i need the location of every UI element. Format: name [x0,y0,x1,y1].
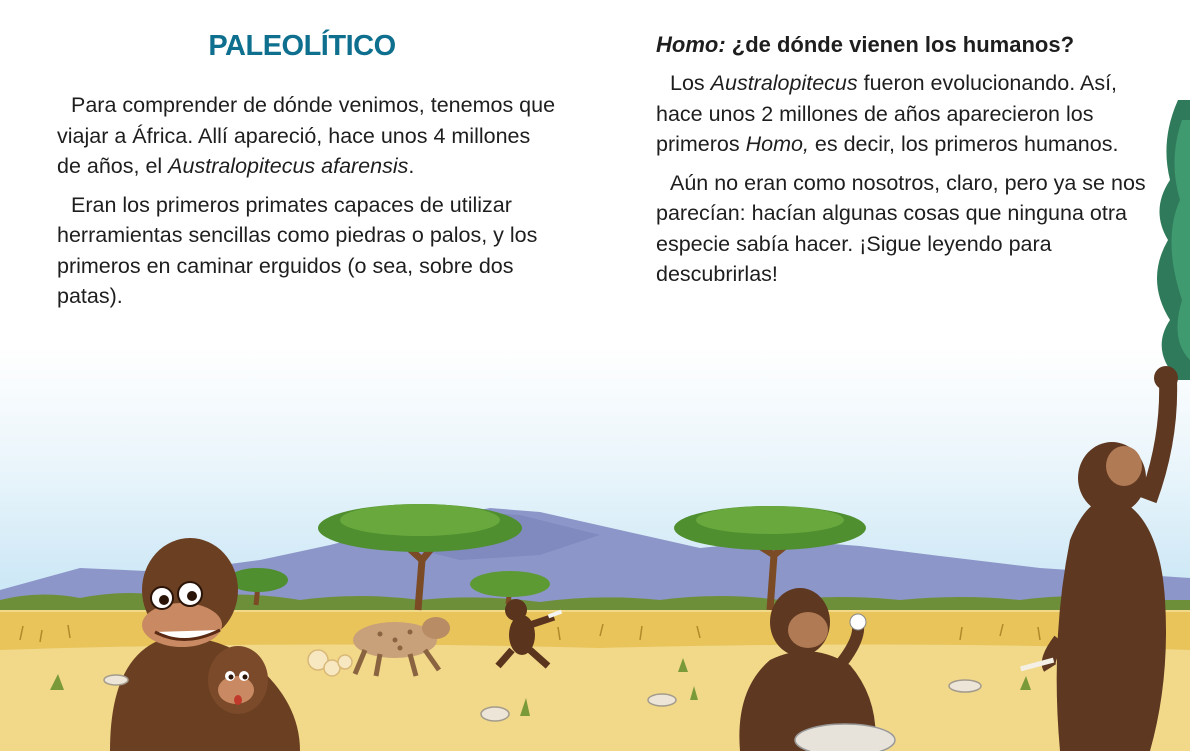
text-run: fueron evolucionando. Así, hace unos 2 millones de años aparecieron los primeros [656,71,1118,156]
page-title: PALEOLÍTICO [208,30,396,62]
text-run: Eran los primeros primates capaces de utilizar herramientas sencillas como piedras o palos, y los primeros en caminar erguidos (o sea, sobre dos patas). [57,192,538,308]
italic-text: Homo: [656,32,726,57]
text-run: Los [670,71,711,95]
tall-tree-right [1157,100,1190,380]
italic-text: Australopitecus afarensis [168,154,409,178]
text-run: Para comprender de dónde venimos, tenemos que viajar a África. Allí apareció, hace unos 4 millones de años, el [57,93,556,178]
left-paragraph-2 [57,190,557,312]
text-run: ¿de dónde vienen los humanos? [725,32,1075,57]
right-paragraph-1 [656,68,1151,160]
right-paragraph-2 [656,168,1151,290]
italic-text: Homo, [745,132,809,156]
left-paragraph-1 [57,90,557,182]
text-run: . [408,154,415,178]
right-text-column [656,30,1151,298]
text-run: Aún no eran como nosotros, claro, pero ya se nos parecían: hacían algunas cosas que ninguna otra especie sabía hacer. ¡Sigue leyendo para descubrirlas! [656,170,1146,286]
left-text-column [57,28,557,320]
italic-text: Australopitecus [710,71,858,95]
section-subtitle [656,30,1151,60]
text-run: es decir, los primeros humanos. [808,132,1119,156]
